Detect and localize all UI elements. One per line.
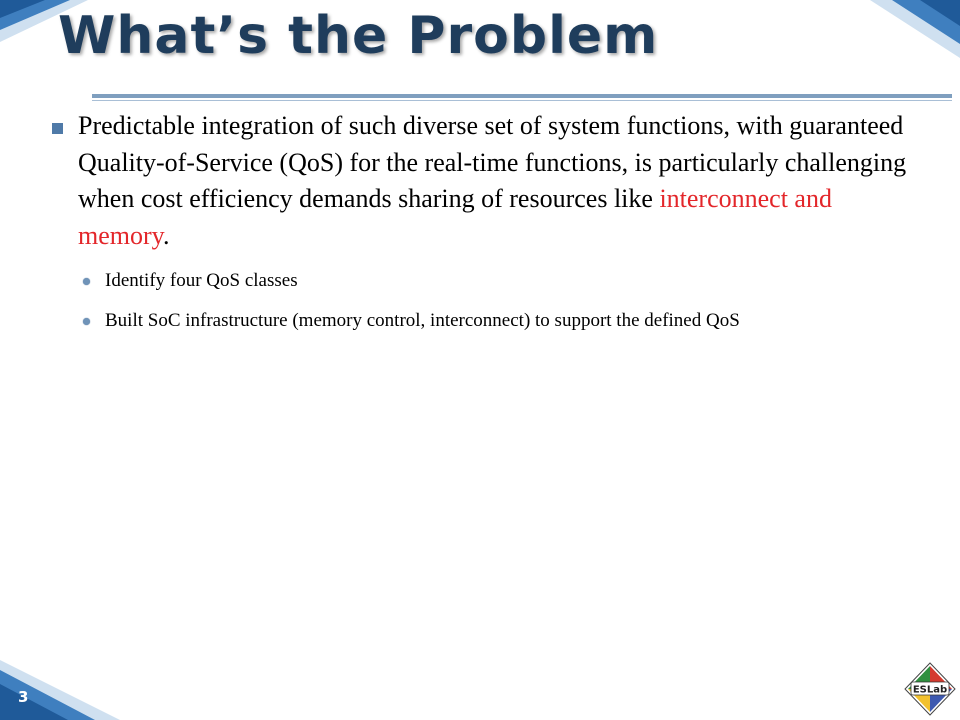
- sub-bullet: [48, 269, 908, 293]
- logo-text: ESLab: [912, 684, 948, 696]
- square-bullet-icon: [52, 123, 63, 134]
- slide-title: What’s the Problem: [58, 6, 659, 66]
- page-number: 3: [18, 688, 29, 706]
- eslab-logo: [904, 662, 956, 716]
- main-bullet-highlight: interconnect and memory: [78, 184, 832, 250]
- title-divider: [92, 94, 952, 98]
- slide-body: [48, 108, 908, 333]
- sub-bullet-text: Built SoC infrastructure (memory control, interconnect) to support the defined QoS: [105, 310, 740, 331]
- round-bullet-icon: [83, 318, 90, 325]
- title-divider-thin: [92, 100, 952, 101]
- top-right-corner-decoration: [870, 0, 960, 60]
- main-bullet: [48, 108, 908, 254]
- main-bullet-text: Predictable integration of such diverse set of system functions, with guaranteed Quality-of-Service (QoS) for the real-time functions, is particularly challenging when cost efficiency demands sharing of resources like: [78, 111, 907, 213]
- round-bullet-icon: [83, 278, 90, 285]
- main-bullet-end: .: [162, 220, 170, 250]
- sub-bullet: [48, 309, 908, 333]
- sub-bullet-text: Identify four QoS classes: [105, 270, 298, 291]
